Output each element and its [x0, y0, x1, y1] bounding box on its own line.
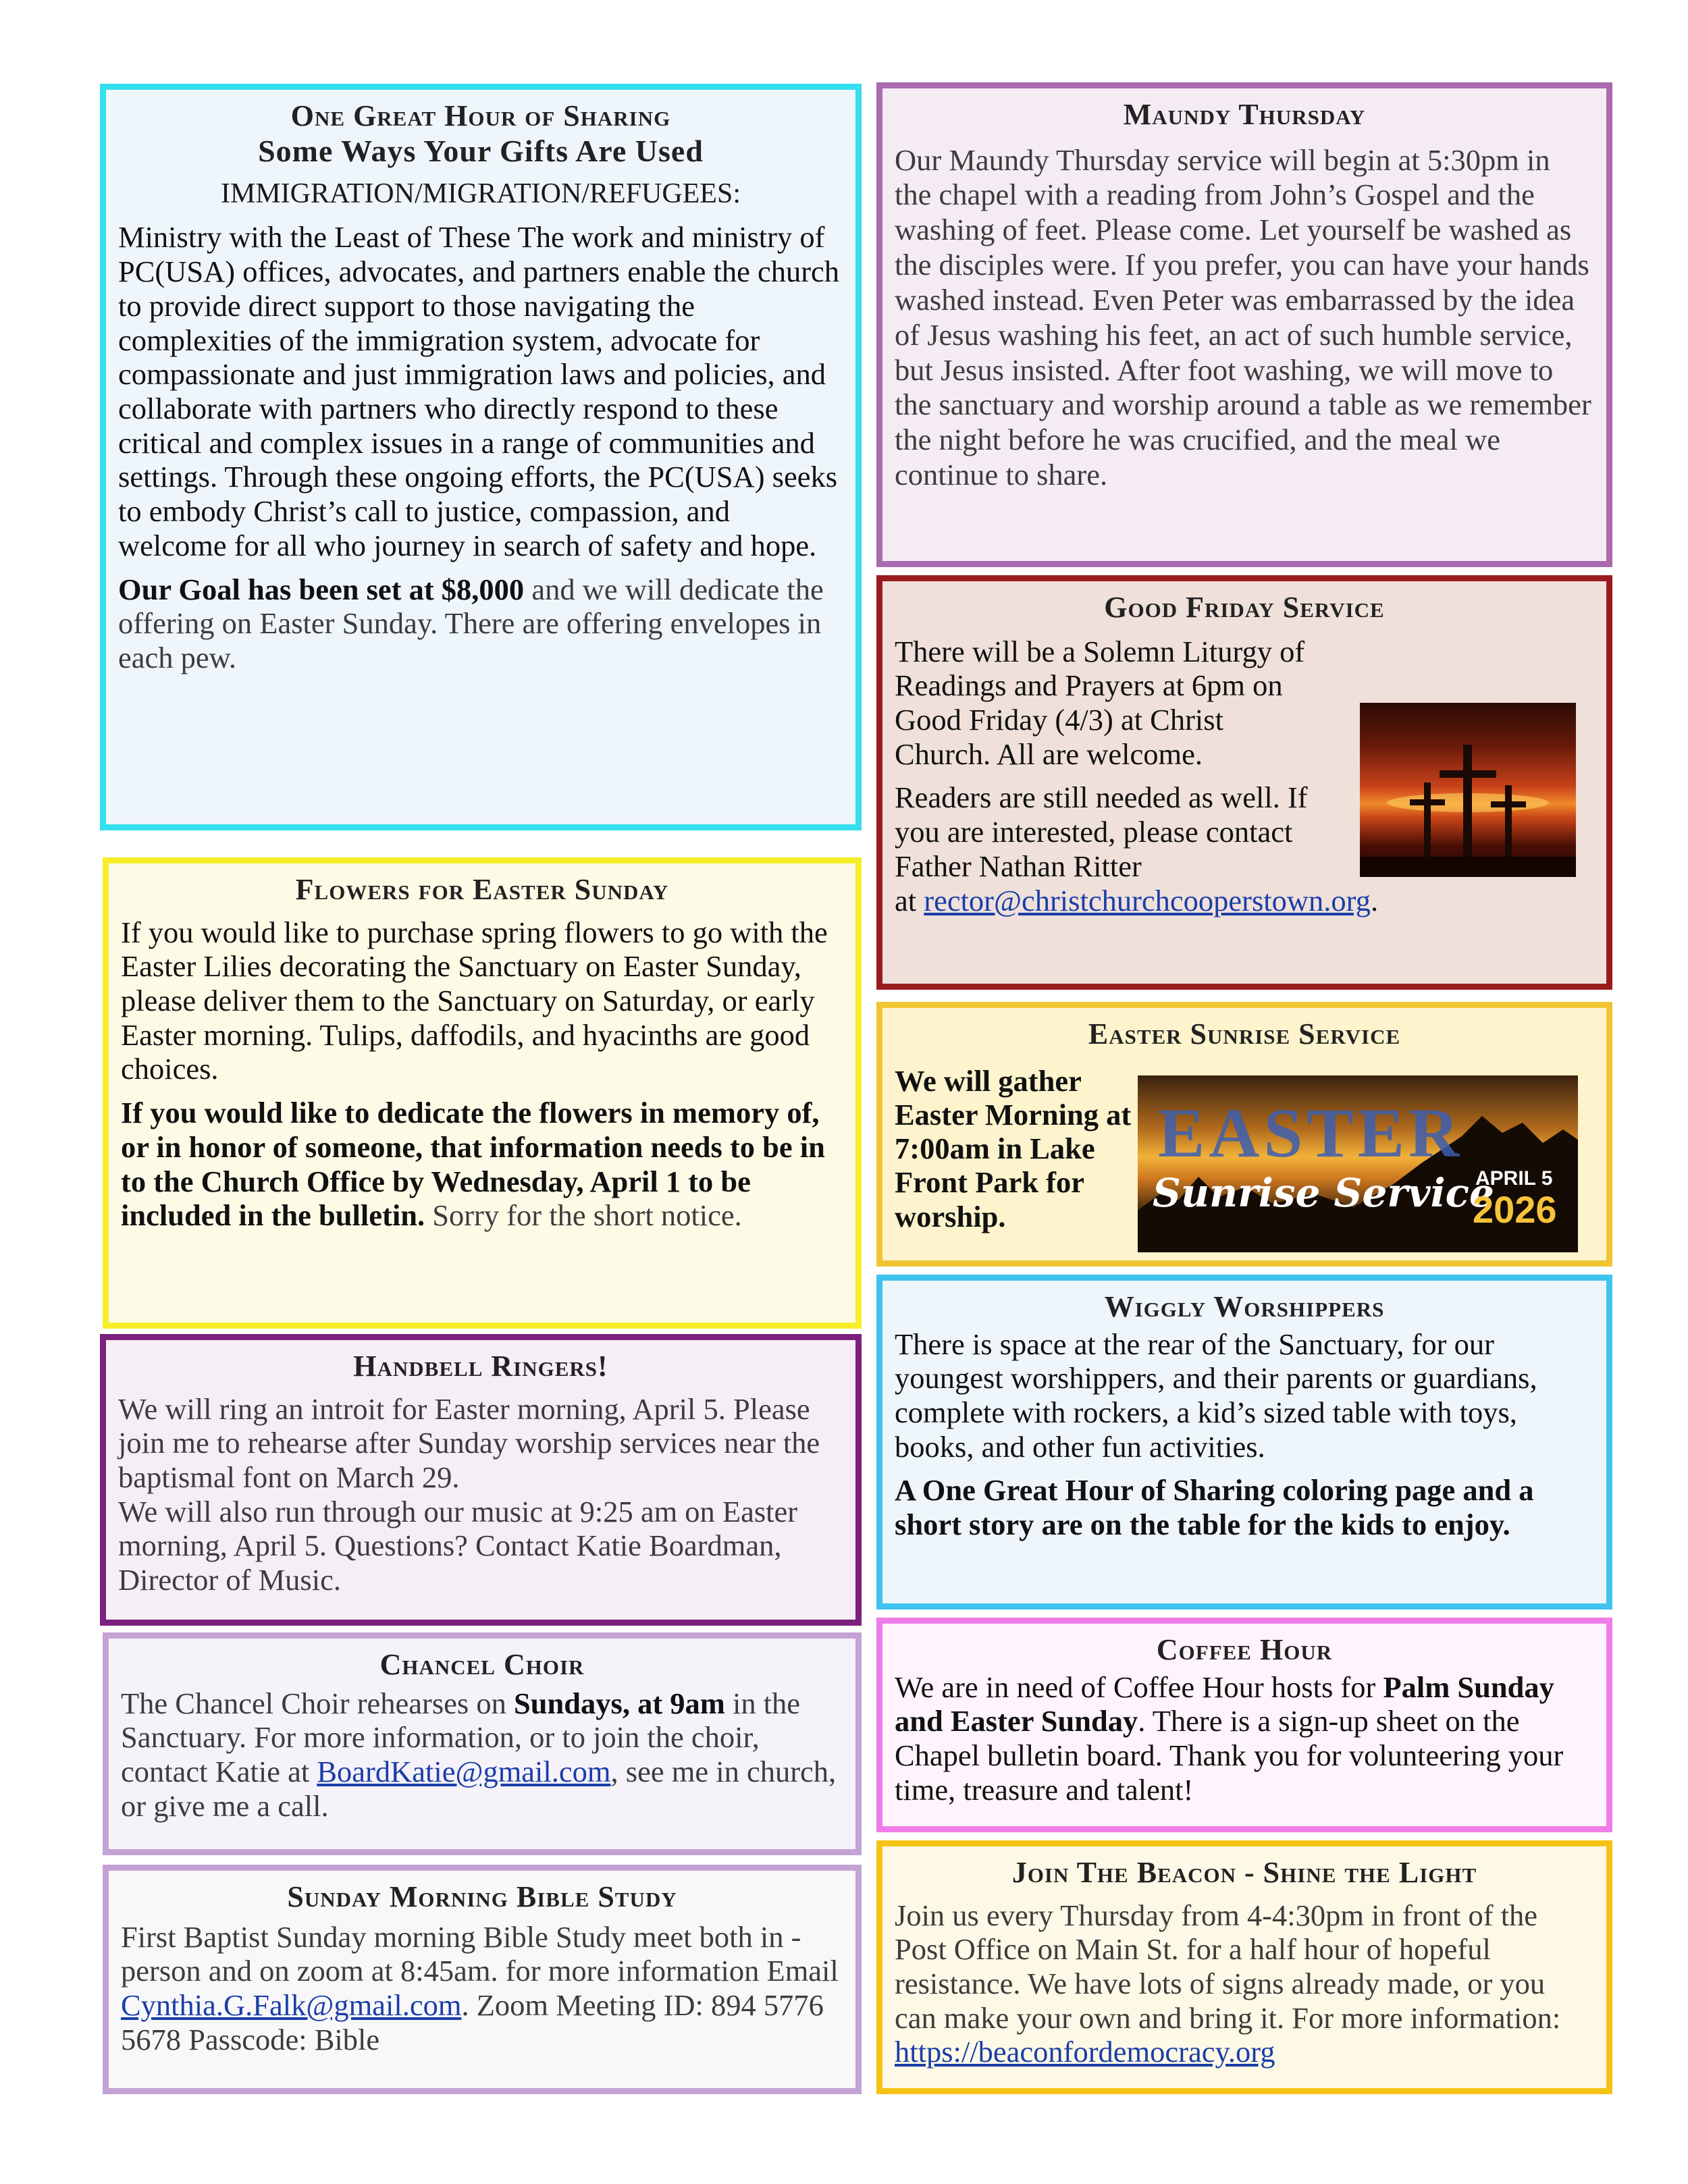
handbell-p2: We will also run through our music at 9:25 am on Easter morning, April 5. Questions? Contact Katie Boardman, Director of Music. [118, 1494, 798, 1597]
easter-sunrise-title: Easter Sunrise Service [1088, 1017, 1401, 1050]
coffee-t2: . There is a sign-up sheet on the Chapel bulletin board. Thank you for volunteering your time, treasure and talent! [895, 1704, 1564, 1807]
handbell-body [118, 1392, 843, 1597]
cynthia-email-link[interactable]: Cynthia.G.Falk@gmail.com [121, 1988, 462, 2023]
bible-study-title: Sunday Morning Bible Study [287, 1880, 677, 1913]
banner-script: Sunrise Service [1153, 1170, 1494, 1216]
coffee-body [895, 1670, 1594, 1807]
flowers-p1: If you would like to purchase spring flowers to go with the Easter Lilies decorating the Sanctuary on Easter Sunday, please deliver them to the Sanctuary on Saturday, or early Easter morning. Tulips, daffodils, and hyacinths are good choices. [121, 915, 828, 1086]
chancel-title: Chancel Choir [379, 1648, 585, 1681]
easter-sunrise-banner-image [1138, 1075, 1578, 1252]
wiggly-box [876, 1275, 1612, 1609]
one-great-hour-title: One Great Hour of Sharing [290, 99, 671, 132]
chancel-t2: in the Sanctuary. For more information, or to join the choir, contact Katie at [121, 1686, 801, 1789]
wiggly-title: Wiggly Worshippers [1104, 1290, 1385, 1323]
katie-email-link[interactable]: BoardKatie@gmail.com [317, 1755, 611, 1789]
coffee-box [876, 1618, 1612, 1832]
rector-email-link[interactable]: rector@christchurchcooperstown.org [924, 883, 1371, 917]
good-friday-box [876, 575, 1612, 990]
beacon-title: Join The Beacon - Shine the Light [1011, 1856, 1477, 1889]
goal-amount: Our Goal has been set at $8,000 [118, 572, 525, 606]
bible-t2: . Zoom Meeting ID: 894 5776 5678 Passcode: Bible [121, 1988, 824, 2056]
easter-sunrise-box [876, 1002, 1612, 1267]
crosses-icon [1360, 703, 1576, 877]
wiggly-p1: There is space at the rear of the Sanctuary, for our youngest worshippers, and their parents or guardians, complete with rockers, a kid’s sized table with toys, books, and other fun activities. [895, 1327, 1537, 1464]
chancel-box [103, 1632, 862, 1855]
good-friday-p1: There will be a Solemn Liturgy of Readings and Prayers at 6pm on Good Friday (4/3) at Christ Church. All are welcome. [895, 634, 1305, 771]
chancel-t3: , see me in church, or give me a call. [121, 1755, 837, 1823]
good-friday-at: at [895, 883, 924, 917]
flowers-box [103, 857, 862, 1329]
handbell-box [100, 1334, 862, 1626]
flowers-title: Flowers for Easter Sunday [295, 873, 669, 906]
beacon-box [876, 1840, 1612, 2094]
bible-study-body [121, 1920, 843, 2057]
beacon-t1: Join us every Thursday from 4-4:30pm in front of the Post Office on Main St. for a half hour of hopeful resistance. We have lots of signs already made, or you can make your own and bring it. For more information: [895, 1898, 1561, 2035]
three-crosses-sunset-image [1360, 703, 1576, 877]
good-friday-end: . [1370, 883, 1379, 917]
one-great-hour-body: Ministry with the Least of These The work and ministry of PC(USA) offices, advocates, and partners enable the church to provide direct support to those navigating the complexities of the immigration system, advocate for compassionate and just immigration laws and policies, and collaborate with partners who directly respond to these critical and complex issues in a range of communities and settings. Through these ongoing efforts, the PC(USA) seeks to embody Christ’s call to justice, compassion, and welcome for all who journey in search of safety and hope. [118, 220, 840, 562]
good-friday-title: Good Friday Service [1104, 591, 1385, 624]
handbell-p1: We will ring an introit for Easter morning, April 5. Please join me to rehearse after Sunday worship services near the baptismal font on March 29. [118, 1391, 820, 1495]
coffee-dates: Palm Sunday and Easter Sunday [895, 1670, 1554, 1738]
easter-sunrise-body: We will gather Easter Morning at 7:00am in Lake Front Park for worship. [895, 1063, 1132, 1233]
beacon-body [895, 1898, 1594, 2070]
maundy-body: Our Maundy Thursday service will begin at 5:30pm in the chapel with a reading from John’s Gospel and the washing of feet. Please come. Let yourself be washed as the disciples were. If you prefer, you can have your hands washed instead. Even Peter was embarrassed by the idea of Jesus washing his feet, an act of such humble service, but Jesus insisted. After foot washing, we will move to the sanctuary and worship around a table as we remember the night before he was crucified, and the meal we continue to share. [895, 142, 1591, 492]
flowers-p2-rest: Sorry for the short notice. [425, 1198, 742, 1233]
flowers-p2 [121, 1096, 843, 1233]
one-great-hour-goal [118, 572, 843, 675]
maundy-title: Maundy Thursday [1123, 98, 1366, 131]
flowers-deadline: If you would like to dedicate the flowers in memory of, or in honor of someone, that information needs to be in to the Church Office by Wednesday, April 1 to be included in the bulletin. [121, 1096, 825, 1233]
bible-t1: First Baptist Sunday morning Bible Study meet both in -person and on zoom at 8:45am. for more information Email [121, 1919, 839, 1988]
banner-easter-word: EASTER [1158, 1094, 1464, 1172]
one-great-hour-category: IMMIGRATION/MIGRATION/REFUGEES: [220, 178, 741, 210]
banner-date: APRIL 5 [1475, 1167, 1553, 1190]
wiggly-p2: A One Great Hour of Sharing coloring page and a short story are on the table for the kids to enjoy. [895, 1473, 1534, 1542]
maundy-thursday-box [876, 82, 1612, 567]
goal-rest: and we will dedicate the offering on Easter Sunday. There are offering envelopes in each pew. [118, 572, 824, 674]
coffee-t1: We are in need of Coffee Hour hosts for [895, 1670, 1383, 1704]
handbell-title: Handbell Ringers! [353, 1350, 608, 1383]
good-friday-p2-text: Readers are still needed as well. If you are interested, please contact Father Nathan Ritter [895, 780, 1308, 883]
chancel-time: Sundays, at 9am [514, 1686, 725, 1720]
bible-study-box [103, 1865, 862, 2094]
chancel-body [121, 1686, 843, 1823]
beacon-website-link[interactable]: https://beaconfordemocracy.org [895, 2035, 1275, 2069]
banner-year: 2026 [1473, 1188, 1557, 1231]
one-great-hour-box [100, 84, 862, 830]
one-great-hour-subtitle: Some Ways Your Gifts Are Used [258, 133, 704, 168]
chancel-t1: The Chancel Choir rehearses on [121, 1686, 514, 1720]
coffee-title: Coffee Hour [1156, 1633, 1333, 1666]
